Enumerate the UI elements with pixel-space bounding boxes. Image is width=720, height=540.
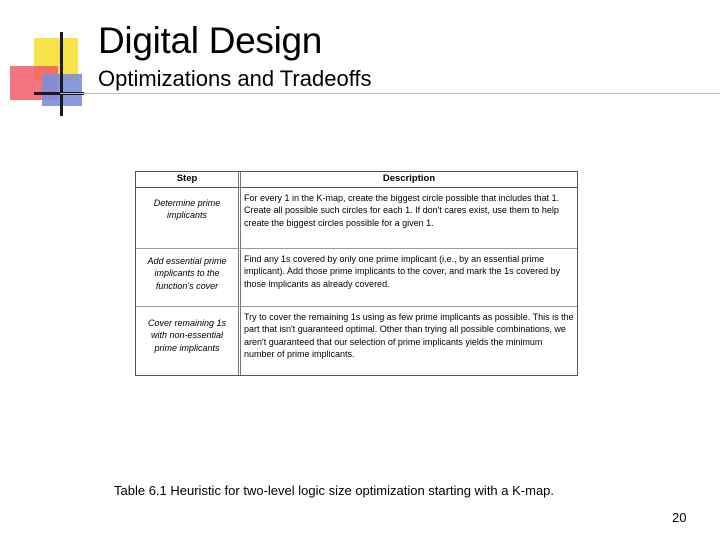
description-cell: Try to cover the remaining 1s using as few prime implicants as possible. This is the part that isn't guaranteed optimal. Other than trying all possible combinations, we aren't guaranteed that our selection of prime implicants yields the minimum number of prime implicants. <box>241 306 577 375</box>
table-header-row <box>136 172 577 188</box>
slide-subtitle: Optimizations and Tradeoffs <box>98 66 372 91</box>
step-cell: Add essential prime implicants to the function's cover <box>136 248 241 306</box>
column-header-step: Step <box>136 172 241 188</box>
slide-logo-decoration <box>0 0 100 120</box>
description-cell: For every 1 in the K-map, create the biggest circle possible that includes that 1. Create all possible such circles for each 1. If don't cares exist, use them to help create the biggest circles possible for a given 1. <box>244 192 560 228</box>
table-caption: Table 6.1 Heuristic for two-level logic size optimization starting with a K-map. <box>114 483 555 498</box>
heuristic-table <box>135 171 578 376</box>
step-cell: Determine prime implicants <box>136 188 241 248</box>
table-row <box>136 306 577 375</box>
step-cell: Cover remaining 1s with non-essential prime implicants <box>136 306 241 375</box>
table-row <box>136 248 577 306</box>
table-row <box>136 188 577 248</box>
header-rule <box>60 93 720 94</box>
logo-vertical-line <box>60 32 63 116</box>
page-number: 20 <box>672 510 687 525</box>
column-header-description: Description <box>241 172 577 188</box>
slide-title: Digital Design <box>98 20 323 61</box>
description-cell: Find any 1s covered by only one prime implicant (i.e., by an essential prime implicant). Add those prime implicants to the cover, and mark the 1s covered by those implicants as already covered. <box>241 248 577 306</box>
